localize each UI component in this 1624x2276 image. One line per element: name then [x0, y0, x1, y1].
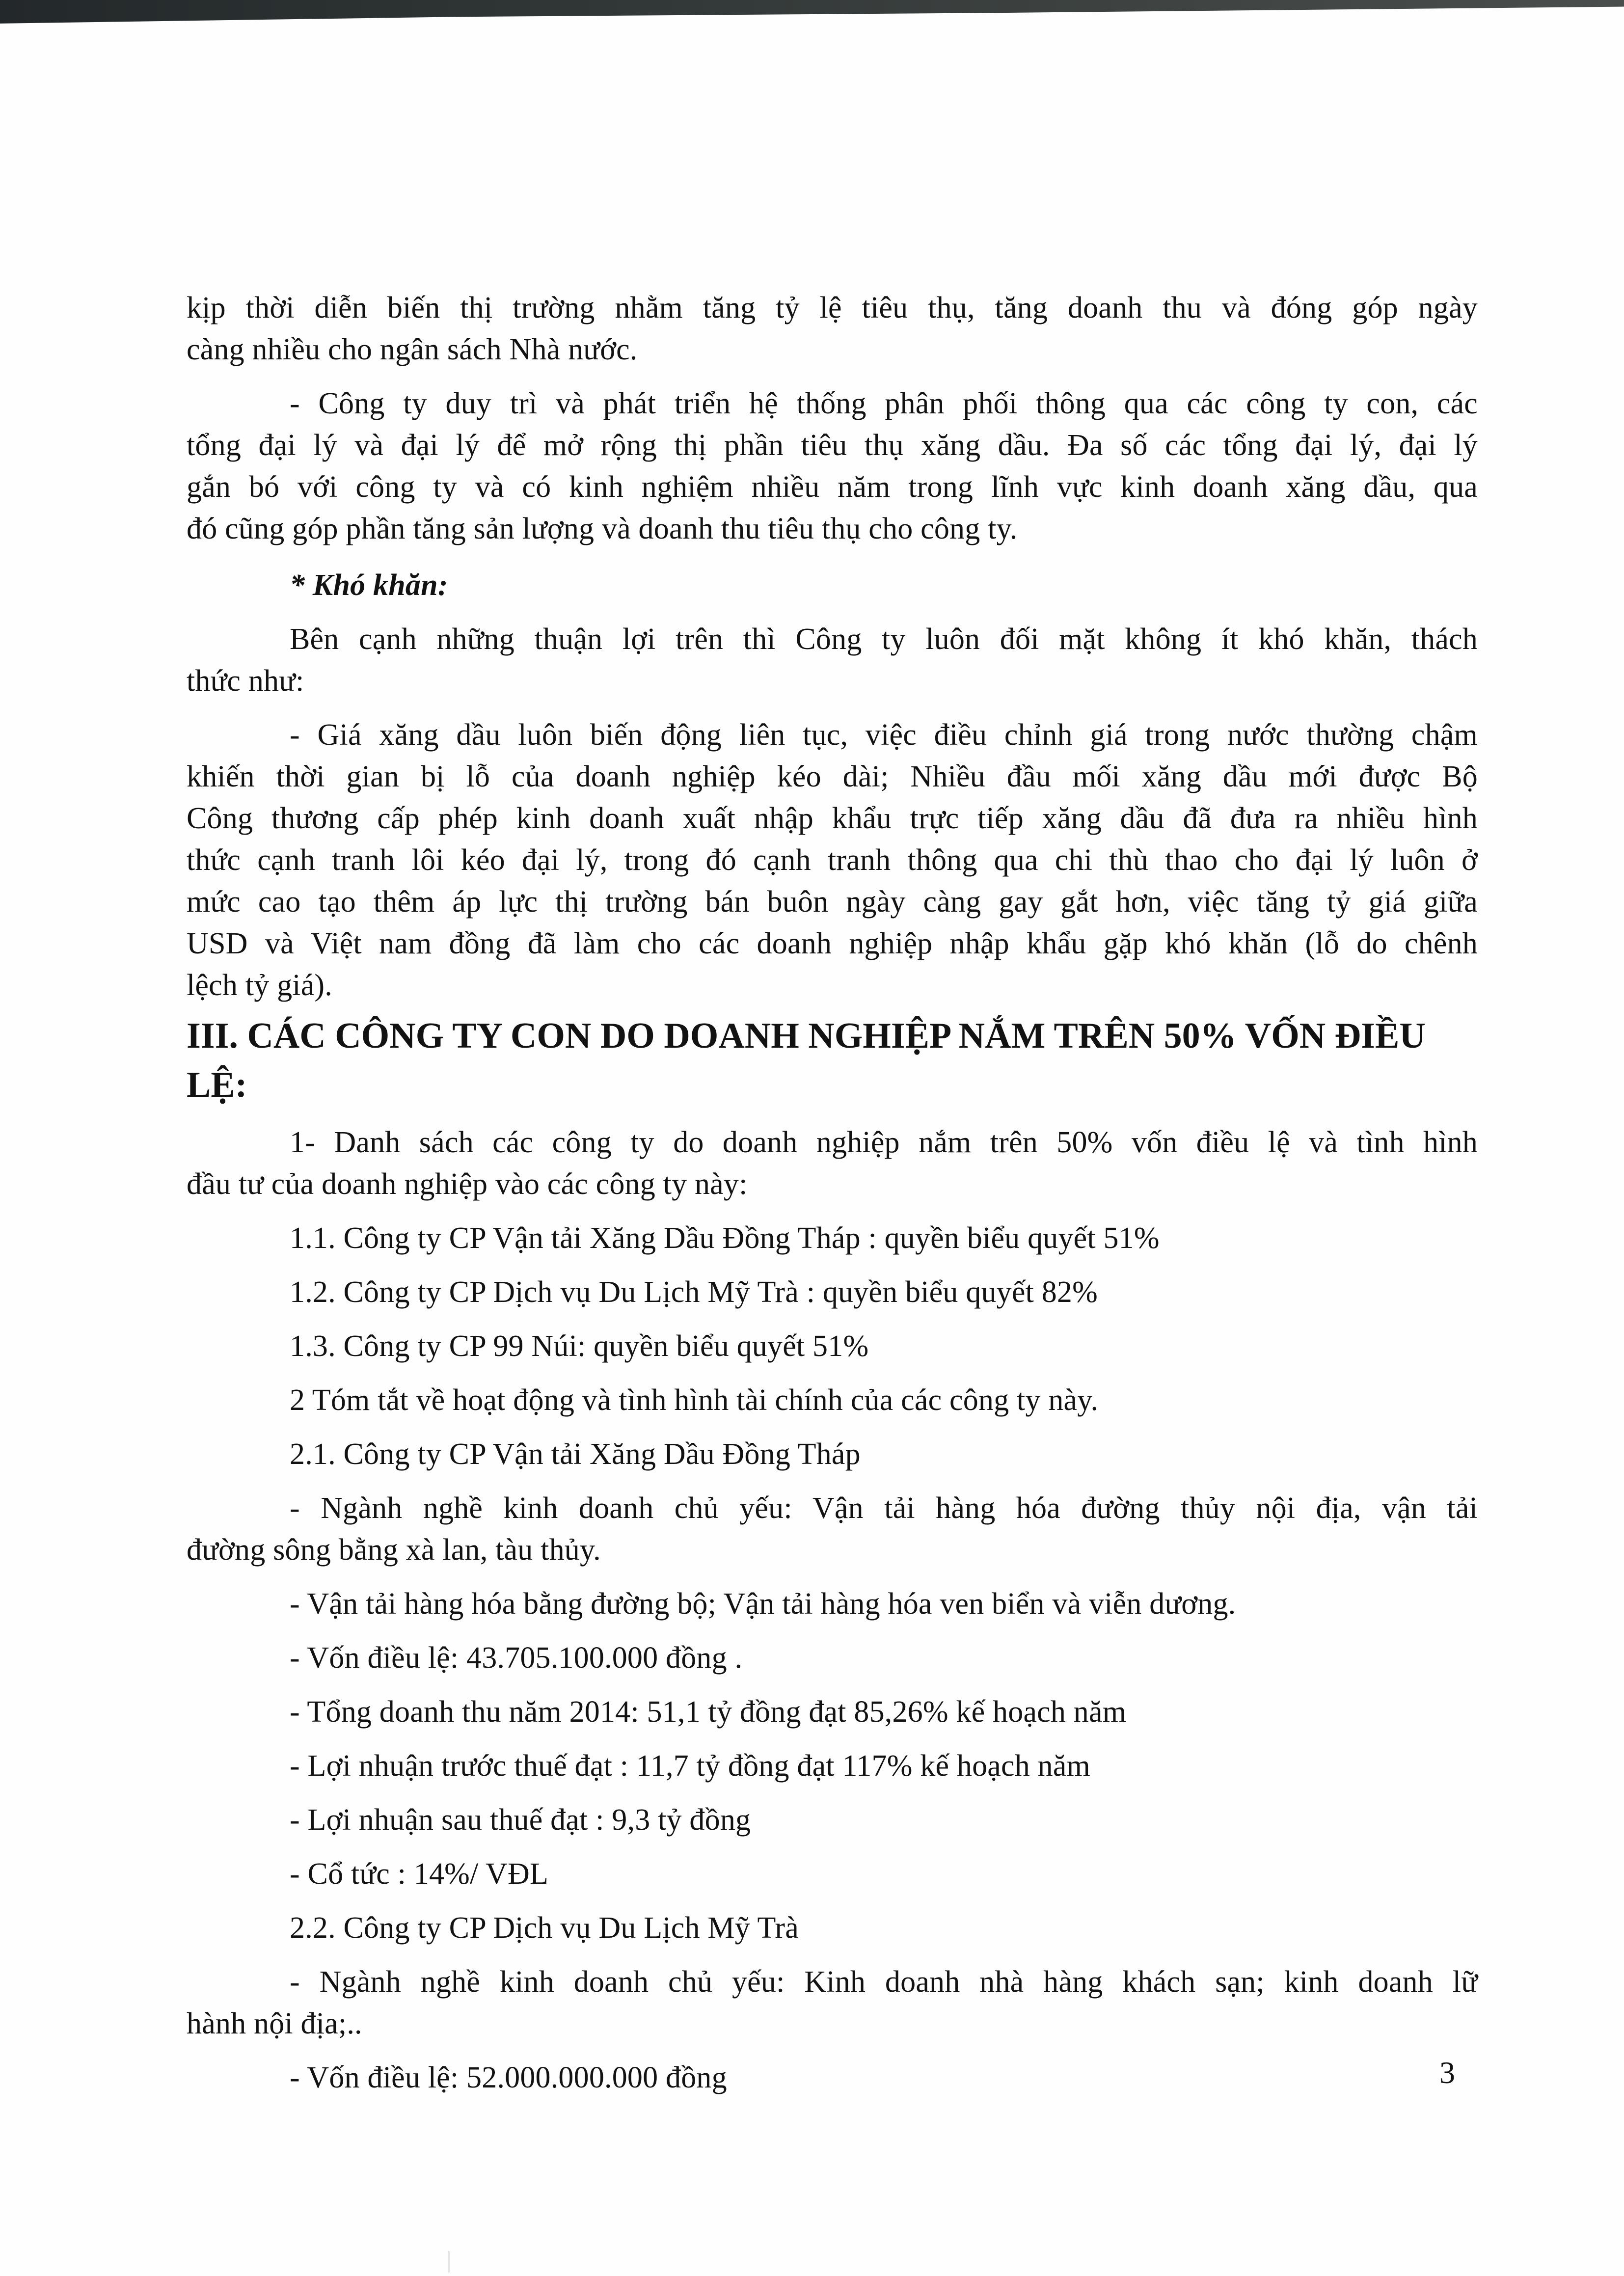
para-price-volatility: [187, 714, 1478, 1006]
text-line: - Vận tải hàng hóa bằng đường bộ; Vận tải hàng hóa ven biển và viễn dương.: [290, 1587, 1236, 1621]
text-line: hành nội địa;..: [187, 2007, 362, 2040]
para-2-1-charter-capital: [187, 1637, 1478, 1679]
text-line: càng nhiều cho ngân sách Nhà nước.: [187, 333, 638, 366]
text-line: thức như:: [187, 664, 304, 698]
text-line: - Ngành nghề kinh doanh chủ yếu: Vận tải hàng hóa đường thủy nội địa, vận tải: [290, 1491, 1478, 1525]
item-2-summary: [187, 1380, 1478, 1421]
page-content: [187, 287, 1478, 2099]
item-1-2: [187, 1272, 1478, 1313]
text-line: USD và Việt nam đồng đã làm cho các doanh nghiệp nhập khẩu gặp khó khăn (lỗ do chênh: [187, 927, 1478, 960]
scan-artifact-top-bar: [0, 0, 1624, 26]
text-line: * Khó khăn:: [290, 569, 448, 602]
para-2-1-profit-after-tax: [187, 1799, 1478, 1841]
text-line: lệch tỷ giá).: [187, 969, 332, 1002]
text-line: - Tổng doanh thu năm 2014: 51,1 tỷ đồng đạt 85,26% kế hoạch năm: [290, 1695, 1127, 1729]
text-line: tổng đại lý và đại lý để mở rộng thị phần tiêu thụ xăng dầu. Đa số các tổng đại lý, đại lý: [187, 429, 1478, 462]
item-1-1: [187, 1218, 1478, 1259]
para-2-2-business: [187, 1961, 1478, 2045]
text-line: gắn bó với công ty và có kinh nghiệm nhiều năm trong lĩnh vực kinh doanh xăng dầu, qua: [187, 470, 1478, 504]
text-line: - Công ty duy trì và phát triển hệ thống phân phối thông qua các công ty con, các: [290, 387, 1478, 420]
text-line: thức cạnh tranh lôi kéo đại lý, trong đó cạnh tranh thông qua chi thù thao cho đại lý luôn ở: [187, 843, 1478, 877]
text-line: 1.3. Công ty CP 99 Núi: quyền biểu quyết 51%: [290, 1329, 869, 1363]
text-line: 2.2. Công ty CP Dịch vụ Du Lịch Mỹ Trà: [290, 1911, 799, 1945]
text-line: III. CÁC CÔNG TY CON DO DOANH NGHIỆP NẮM TRÊN 50% VỐN ĐIỀU LỆ:: [187, 1016, 1426, 1105]
para-subsidiary-list-intro: [187, 1122, 1478, 1205]
text-line: mức cao tạo thêm áp lực thị trường bán buôn ngày càng gay gắt hơn, việc tăng tỷ giá giữa: [187, 885, 1478, 919]
para-2-1-revenue: [187, 1691, 1478, 1733]
para-continuation: [187, 287, 1478, 371]
text-line: - Giá xăng dầu luôn biến động liên tục, việc điều chỉnh giá trong nước thường chậm: [290, 718, 1478, 752]
para-distribution-network: [187, 383, 1478, 550]
item-1-3: [187, 1326, 1478, 1367]
text-line: khiến thời gian bị lỗ của doanh nghiệp kéo dài; Nhiều đầu mối xăng dầu mới được Bộ: [187, 760, 1478, 793]
text-line: đầu tư của doanh nghiệp vào các công ty này:: [187, 1167, 748, 1201]
text-line: 2.1. Công ty CP Vận tải Xăng Dầu Đồng Tháp: [290, 1437, 861, 1471]
scan-artifact-bottom-mark: [448, 2251, 450, 2273]
text-line: kịp thời diễn biến thị trường nhằm tăng tỷ lệ tiêu thụ, tăng doanh thu và đóng góp ngày: [187, 291, 1478, 325]
text-line: 1.2. Công ty CP Dịch vụ Du Lịch Mỹ Trà : quyền biểu quyết 82%: [290, 1275, 1098, 1309]
text-line: 1.1. Công ty CP Vận tải Xăng Dầu Đồng Tháp : quyền biểu quyết 51%: [290, 1221, 1160, 1255]
text-line: đó cũng góp phần tăng sản lượng và doanh thu tiêu thụ cho công ty.: [187, 512, 1018, 545]
page-number: 3: [1439, 2055, 1455, 2090]
para-2-2-charter-capital: [187, 2057, 1478, 2099]
text-line: - Vốn điều lệ: 43.705.100.000 đồng .: [290, 1641, 743, 1675]
para-2-1-profit-before-tax: [187, 1745, 1478, 1787]
text-line: đường sông bằng xà lan, tàu thủy.: [187, 1533, 601, 1567]
para-2-1-road-transport: [187, 1583, 1478, 1625]
text-line: - Ngành nghề kinh doanh chủ yếu: Kinh doanh nhà hàng khách sạn; kinh doanh lữ: [290, 1965, 1478, 1999]
text-line: - Vốn điều lệ: 52.000.000.000 đồng: [290, 2061, 727, 2094]
text-line: - Cổ tức : 14%/ VĐL: [290, 1857, 549, 1891]
para-2-1-dividend: [187, 1853, 1478, 1895]
text-line: Bên cạnh những thuận lợi trên thì Công ty luôn đối mặt không ít khó khăn, thách: [290, 623, 1478, 656]
text-line: 1- Danh sách các công ty do doanh nghiệp nắm trên 50% vốn điều lệ và tình hình: [290, 1126, 1478, 1159]
text-line: - Lợi nhuận trước thuế đạt : 11,7 tỷ đồng đạt 117% kế hoạch năm: [290, 1749, 1090, 1783]
item-2-1-title: [187, 1434, 1478, 1475]
text-line: Công thương cấp phép kinh doanh xuất nhập khẩu trực tiếp xăng dầu đã đưa ra nhiều hình: [187, 802, 1478, 835]
para-2-1-business: [187, 1488, 1478, 1571]
text-line: 2 Tóm tắt về hoạt động và tình hình tài chính của các công ty này.: [290, 1383, 1099, 1417]
heading-section-iii: [187, 1011, 1478, 1110]
para-challenges-intro: [187, 619, 1478, 702]
subheading-kho-khan: [187, 565, 1478, 606]
item-2-2-title: [187, 1907, 1478, 1949]
text-line: - Lợi nhuận sau thuế đạt : 9,3 tỷ đồng: [290, 1803, 751, 1837]
